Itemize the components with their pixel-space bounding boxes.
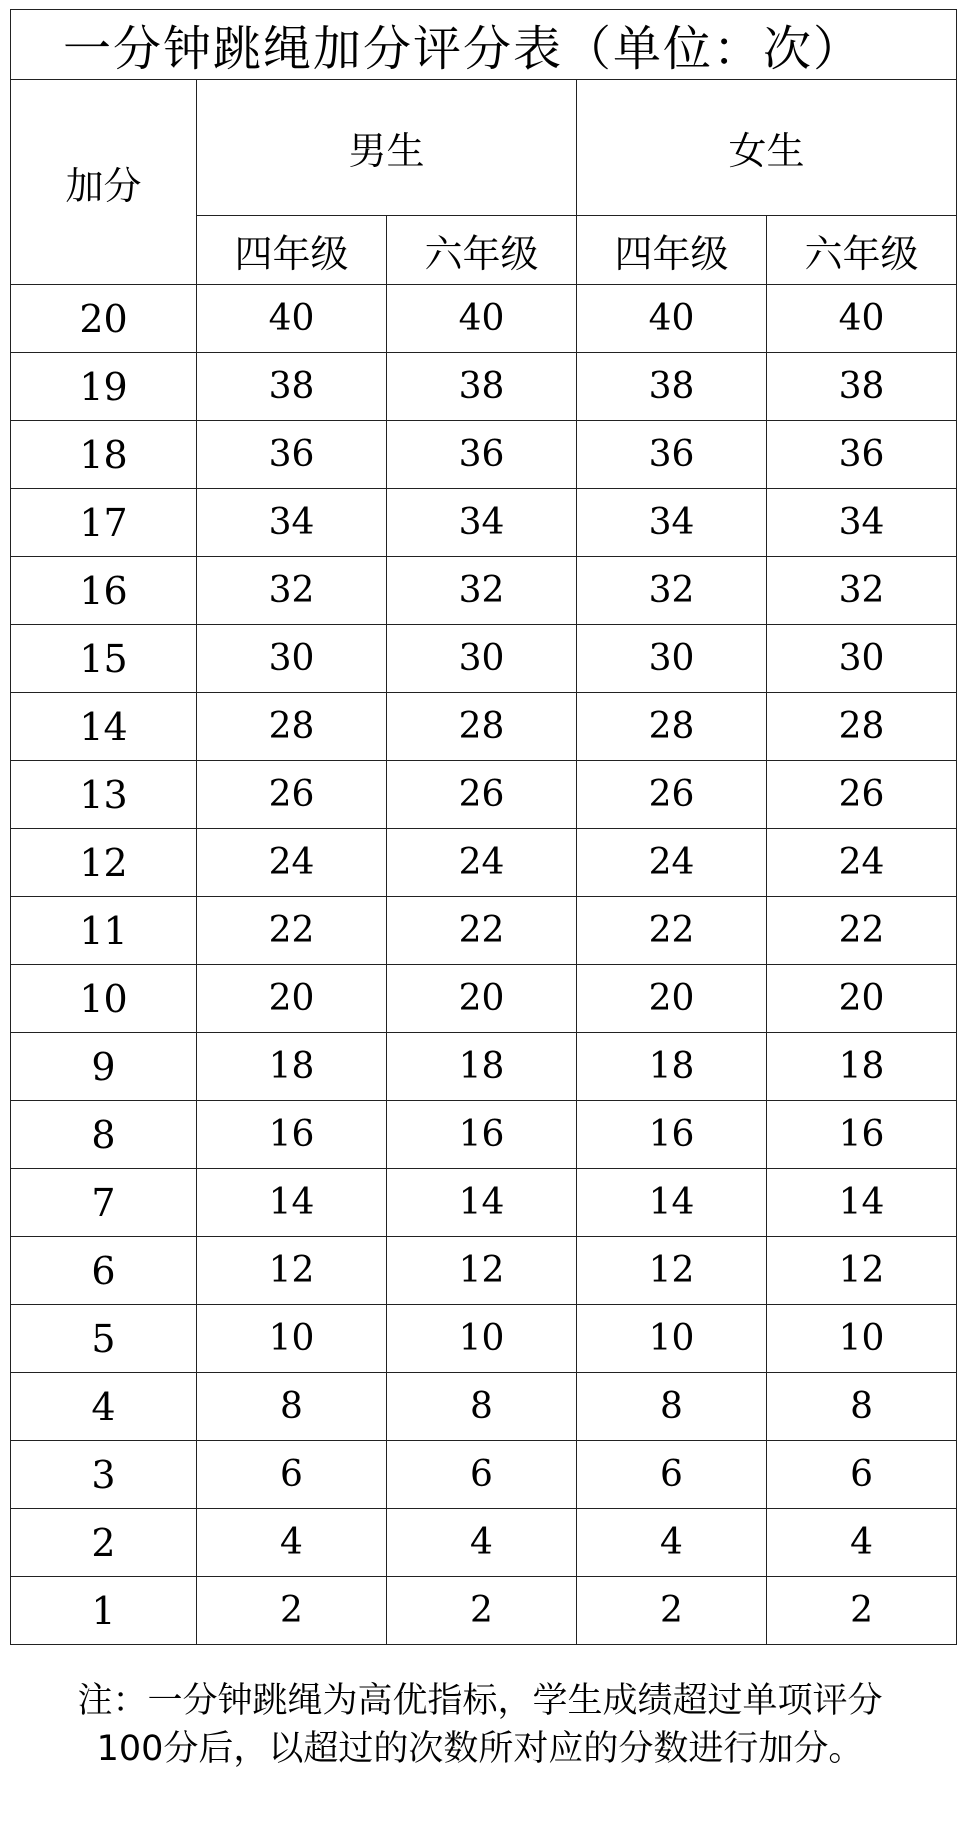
value-cell: 30 [197,625,387,693]
score-cell: 17 [11,489,197,557]
score-cell: 18 [11,421,197,489]
value-cell: 34 [387,489,577,557]
value-cell: 4 [387,1509,577,1577]
table-row [11,1373,957,1441]
footnote [20,1677,940,1773]
value-cell: 26 [197,761,387,829]
score-cell: 9 [11,1033,197,1101]
table-row [11,557,957,625]
value-cell: 20 [387,965,577,1033]
table-row [11,897,957,965]
table-title: 一分钟跳绳加分评分表（单位：次） [11,10,957,80]
value-cell: 18 [387,1033,577,1101]
value-cell: 6 [387,1441,577,1509]
score-cell: 15 [11,625,197,693]
value-cell: 10 [767,1305,957,1373]
score-cell: 14 [11,693,197,761]
value-cell: 10 [197,1305,387,1373]
table-row [11,829,957,897]
score-cell: 6 [11,1237,197,1305]
value-cell: 36 [577,421,767,489]
score-cell: 16 [11,557,197,625]
value-cell: 26 [767,761,957,829]
score-cell: 4 [11,1373,197,1441]
value-cell: 2 [767,1577,957,1645]
value-cell: 14 [577,1169,767,1237]
value-cell: 32 [577,557,767,625]
header-girls-grade4: 四年级 [577,216,767,285]
value-cell: 6 [577,1441,767,1509]
score-cell: 7 [11,1169,197,1237]
value-cell: 16 [577,1101,767,1169]
score-table [10,9,957,1645]
value-cell: 8 [767,1373,957,1441]
value-cell: 6 [197,1441,387,1509]
value-cell: 30 [767,625,957,693]
score-cell: 1 [11,1577,197,1645]
value-cell: 20 [767,965,957,1033]
header-boys: 男生 [197,80,577,216]
value-cell: 8 [197,1373,387,1441]
value-cell: 32 [197,557,387,625]
table-row [11,1033,957,1101]
table-body [11,285,957,1645]
score-cell: 13 [11,761,197,829]
value-cell: 28 [767,693,957,761]
table-row [11,353,957,421]
value-cell: 14 [767,1169,957,1237]
score-cell: 10 [11,965,197,1033]
value-cell: 34 [197,489,387,557]
header-girls: 女生 [577,80,957,216]
table-row [11,1577,957,1645]
table-row [11,625,957,693]
value-cell: 22 [577,897,767,965]
value-cell: 40 [767,285,957,353]
value-cell: 26 [577,761,767,829]
value-cell: 36 [767,421,957,489]
value-cell: 38 [767,353,957,421]
value-cell: 28 [387,693,577,761]
table-row [11,1237,957,1305]
value-cell: 34 [577,489,767,557]
score-cell: 2 [11,1509,197,1577]
value-cell: 30 [387,625,577,693]
value-cell: 28 [197,693,387,761]
value-cell: 10 [577,1305,767,1373]
value-cell: 12 [387,1237,577,1305]
value-cell: 24 [387,829,577,897]
value-cell: 14 [197,1169,387,1237]
value-cell: 16 [767,1101,957,1169]
value-cell: 18 [767,1033,957,1101]
value-cell: 10 [387,1305,577,1373]
value-cell: 40 [387,285,577,353]
score-cell: 3 [11,1441,197,1509]
value-cell: 16 [197,1101,387,1169]
value-cell: 30 [577,625,767,693]
value-cell: 22 [767,897,957,965]
value-cell: 32 [767,557,957,625]
value-cell: 24 [197,829,387,897]
value-cell: 40 [577,285,767,353]
value-cell: 20 [577,965,767,1033]
table-row [11,285,957,353]
table-row [11,1509,957,1577]
score-cell: 11 [11,897,197,965]
value-cell: 36 [387,421,577,489]
value-cell: 28 [577,693,767,761]
value-cell: 8 [577,1373,767,1441]
value-cell: 18 [197,1033,387,1101]
table-row [11,693,957,761]
value-cell: 26 [387,761,577,829]
header-boys-grade4: 四年级 [197,216,387,285]
value-cell: 14 [387,1169,577,1237]
score-cell: 20 [11,285,197,353]
score-cell: 5 [11,1305,197,1373]
value-cell: 32 [387,557,577,625]
value-cell: 22 [197,897,387,965]
value-cell: 2 [197,1577,387,1645]
value-cell: 16 [387,1101,577,1169]
value-cell: 24 [577,829,767,897]
value-cell: 36 [197,421,387,489]
footnote-line-2: 100分后，以超过的次数所对应的分数进行加分。 [96,1729,864,1769]
value-cell: 18 [577,1033,767,1101]
value-cell: 6 [767,1441,957,1509]
score-cell: 12 [11,829,197,897]
value-cell: 24 [767,829,957,897]
value-cell: 34 [767,489,957,557]
value-cell: 38 [577,353,767,421]
footnote-line-1: 注：一分钟跳绳为高优指标，学生成绩超过单项评分 [77,1681,883,1721]
table-row [11,965,957,1033]
value-cell: 12 [577,1237,767,1305]
value-cell: 8 [387,1373,577,1441]
value-cell: 38 [197,353,387,421]
table-row [11,761,957,829]
header-boys-grade6: 六年级 [387,216,577,285]
table-row [11,1441,957,1509]
value-cell: 4 [577,1509,767,1577]
value-cell: 22 [387,897,577,965]
table-row [11,421,957,489]
value-cell: 12 [197,1237,387,1305]
score-cell: 19 [11,353,197,421]
header-girls-grade6: 六年级 [767,216,957,285]
value-cell: 20 [197,965,387,1033]
table-row [11,1169,957,1237]
value-cell: 12 [767,1237,957,1305]
value-cell: 4 [197,1509,387,1577]
table-row [11,1305,957,1373]
score-cell: 8 [11,1101,197,1169]
header-score: 加分 [11,80,197,285]
value-cell: 38 [387,353,577,421]
table-row [11,1101,957,1169]
value-cell: 2 [577,1577,767,1645]
table-row [11,489,957,557]
value-cell: 40 [197,285,387,353]
value-cell: 4 [767,1509,957,1577]
value-cell: 2 [387,1577,577,1645]
